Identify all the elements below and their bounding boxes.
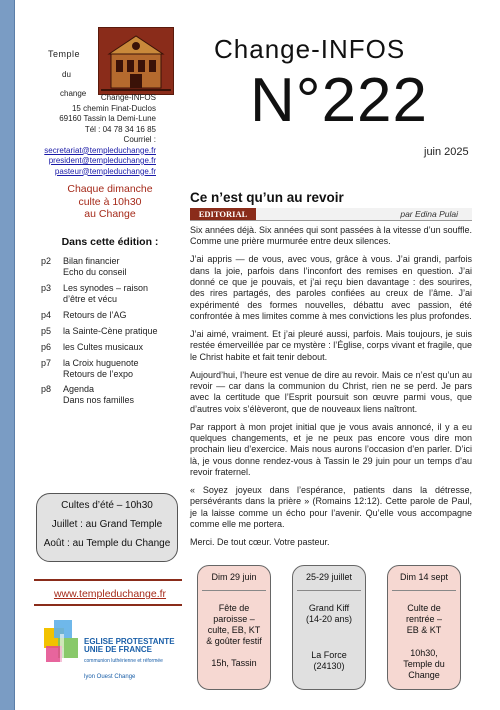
toc-line: Retours de l’AG — [63, 310, 127, 320]
toc-line: Bilan financier — [63, 256, 120, 266]
article-headline: Ce n’est qu’un au revoir — [190, 190, 344, 205]
issue-number: N°222 — [250, 66, 429, 135]
sunday-line-3: au Change — [84, 208, 136, 220]
address-courriel-label: Courriel : — [123, 135, 156, 144]
event-line: (14-20 ans) — [305, 614, 353, 624]
summer-line-3: Août : au Temple du Change — [43, 538, 171, 549]
event-box-grand-kiff — [292, 565, 366, 690]
toc-page-number: p8 — [41, 384, 52, 394]
article-paragraph: Aujourd’hui, l’heure est venue de dire au revoir. Mais ce n’est qu’un au revoir — car dans la communion du Christ, rien ne se perd. Je pars avec la certitude que l’Esprit poursuit son œuvre parmi vous, que d’autres voix s’élèveront, que de nouveaux liens naîtront. — [190, 369, 472, 414]
event-date: Dim 14 sept — [392, 566, 456, 591]
sunday-service-note — [40, 183, 180, 221]
email-link-pasteur[interactable]: pasteur@templeduchange.fr — [54, 166, 156, 176]
event-location — [388, 648, 460, 681]
address-name: Change-INFOS — [100, 93, 156, 102]
event-line: (24130) — [313, 661, 345, 671]
event-line: paroisse – — [213, 614, 255, 624]
cross-logo-icon — [40, 616, 84, 676]
summer-line-2: Juillet : au Grand Temple — [51, 519, 163, 530]
article-body — [190, 225, 472, 555]
toc-item — [41, 283, 186, 305]
address-street: 15 chemin Finat-Duclos — [71, 103, 156, 113]
toc-item — [41, 384, 186, 406]
toc-line: Les synodes – raison — [63, 283, 149, 293]
event-line: 10h30, — [410, 648, 438, 658]
toc-line: la Croix huguenote — [63, 358, 139, 368]
toc-page-number: p4 — [41, 310, 52, 320]
event-line: Grand Kiff — [308, 603, 350, 613]
article-paragraph: J’ai aimé, vraiment. Et j’ai pleuré aussi, parfois. Mais toujours, je suis restée émerveillée par ce mystère : l’Église, corps vivant et fragile, que le Christ habite et fait tenir debout. — [190, 329, 472, 362]
toc-item — [41, 256, 186, 278]
epuf-local: lyon Ouest Change — [84, 674, 136, 680]
toc-item — [41, 310, 186, 321]
sidebar-divider-bottom — [34, 604, 182, 606]
event-box-paroisse — [197, 565, 271, 690]
toc-title: Dans cette édition : — [61, 236, 159, 248]
toc-line: d’être et vécu — [63, 294, 118, 304]
logo-line-3: change — [60, 89, 87, 99]
toc-line: les Cultes musicaux — [63, 342, 144, 352]
toc-item — [41, 342, 186, 353]
epuf-subtitle: communion luthérienne et réformée — [84, 658, 163, 664]
contact-address — [30, 93, 156, 177]
event-line: Fête de — [218, 603, 250, 613]
website-link[interactable]: www.templeduchange.fr — [53, 588, 167, 600]
epuf-line-1: EGLISE PROTESTANTE — [84, 637, 175, 646]
epuf-logo — [40, 612, 180, 696]
toc-page-number: p2 — [41, 256, 52, 266]
event-line: La Force — [311, 650, 347, 660]
sidebar-divider-top — [34, 579, 182, 581]
article-paragraph: « Soyez joyeux dans l’espérance, patients dans la détresse, persévérants dans la prière » (Romains 12:12). Cette parole de Paul, je la laisse comme un écho pour l’avenir. Qu’elle vous accompagne comme elle me portera. — [190, 485, 472, 530]
event-line: Temple du — [403, 659, 445, 669]
temple-logo-image — [98, 27, 174, 95]
toc-page-number: p3 — [41, 283, 52, 293]
article-paragraph: Merci. De tout cœur. Votre pasteur. — [190, 537, 330, 548]
article-paragraph: Six années déjà. Six années qui sont passées à la vitesse d’un souffle. Comme une prière murmurée entre deux silences. — [190, 225, 473, 247]
event-line: EB & KT — [406, 625, 442, 635]
event-line: Culte de — [407, 603, 441, 613]
left-accent-bar — [0, 0, 15, 710]
event-date: Dim 29 juin — [202, 566, 266, 591]
toc-page-number: p5 — [41, 326, 52, 336]
toc-line: la Sainte-Cène pratique — [63, 326, 158, 336]
email-link-president[interactable]: president@templeduchange.fr — [48, 156, 156, 165]
event-line: & goûter festif — [206, 636, 262, 646]
event-location — [293, 650, 365, 672]
newsletter-page — [14, 0, 500, 710]
event-description — [293, 591, 365, 625]
event-location — [198, 658, 270, 669]
email-link-secretariat[interactable]: secretariat@templeduchange.fr — [44, 145, 156, 155]
summer-line-1: Cultes d’été – 10h30 — [61, 500, 153, 511]
address-city: 69160 Tassin la Demi-Lune — [59, 114, 156, 123]
event-description — [198, 591, 270, 647]
sunday-line-1: Chaque dimanche — [67, 183, 153, 195]
event-box-rentree — [387, 565, 461, 690]
article-paragraph: J’ai appris — de vous, avec vous, grâce à vous. J’ai grandi, parfois dans la joie, parfois dans l’inconfort des remises en question. J’ai donné ce que je pouvais, et j’ai reçu bien davantage : des sourires, des rires partagés, des paroles confiées au creux de l’âme. J’ai expérimenté des formes nouvelles, débattu avec passion, été confrontée à mes limites comme à mes convictions les plus profondes. — [190, 254, 472, 322]
newsletter-title: Change-INFOS — [214, 34, 406, 64]
article-paragraph: Par rapport à mon projet initial que je vous avais annoncé, il y a eu quelques changements, et je ne peux pas encore vous dire mon prochain lieu d’exercice. Mais nous aurons l’occasion d’en parler. D’ici là, je vous donne rendez-vous à Tassin le 29 juin pour un temps d’au revoir fraternel. — [190, 421, 472, 478]
event-line: rentrée – — [405, 614, 443, 624]
sunday-line-2: culte à 10h30 — [78, 195, 142, 208]
toc-line: Echo du conseil — [63, 267, 127, 277]
editorial-tag: EDITORIAL — [190, 208, 256, 220]
epuf-name — [84, 638, 194, 654]
event-line: culte, EB, KT — [207, 625, 261, 635]
event-description — [388, 591, 460, 636]
toc-line: Agenda — [63, 384, 95, 394]
logo-line-1: Temple — [48, 49, 81, 59]
issue-date: juin 2025 — [424, 146, 469, 158]
event-line: Change — [408, 670, 440, 680]
toc-page-number: p7 — [41, 358, 52, 368]
event-date: 25-29 juillet — [297, 566, 361, 591]
address-phone: Tél : 04 78 34 16 85 — [84, 124, 156, 134]
toc-line: Dans nos familles — [63, 395, 135, 405]
article-author: par Edina Pulai — [400, 209, 458, 219]
logo-line-2: du — [62, 69, 71, 79]
summer-services-box — [36, 493, 178, 562]
toc-item — [41, 326, 186, 337]
event-line: 15h, Tassin — [211, 658, 257, 668]
toc-item — [41, 358, 186, 380]
toc-page-number: p6 — [41, 342, 52, 352]
toc-line: Retours de l’expo — [63, 369, 134, 379]
epuf-line-2: UNIE DE FRANCE — [84, 645, 153, 654]
